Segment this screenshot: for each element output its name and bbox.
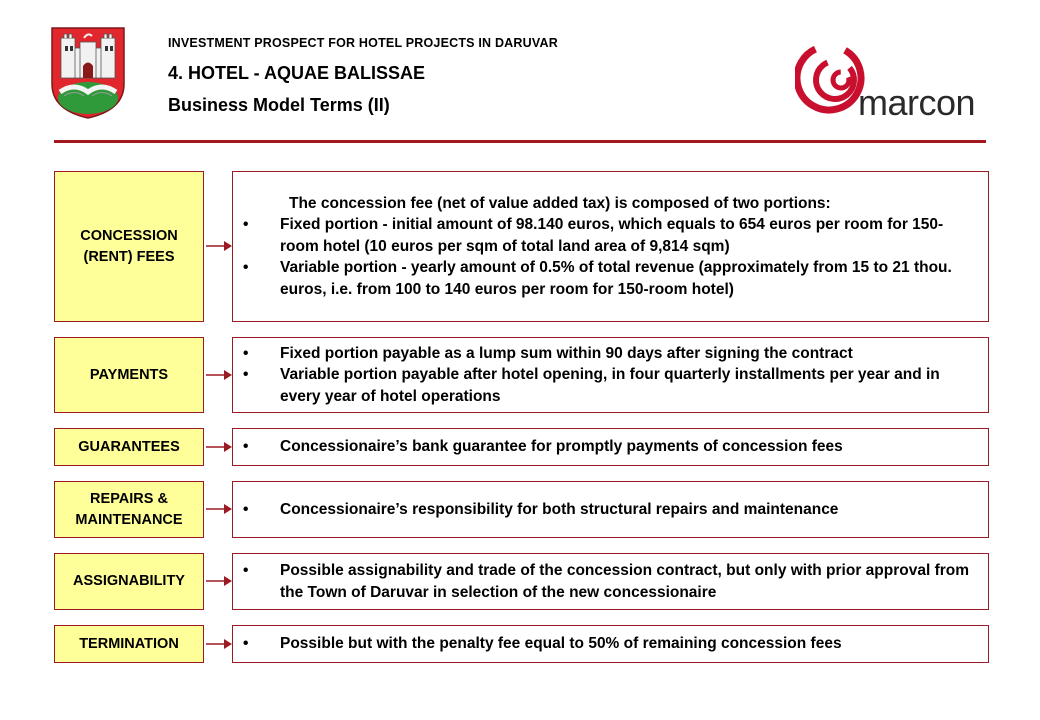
- bullet-text: Concessionaire’s bank guarantee for promptly payments of concession fees: [280, 438, 843, 456]
- list-item: • Concessionaire’s responsibility for both structural repairs and maintenance: [243, 499, 976, 521]
- list-item: • Fixed portion - initial amount of 98.140 euros, which equals to 654 euros per room for 150-room hotel (10 euros per sqm of total land area of 9,814 sqm): [243, 214, 976, 257]
- bullet-text: Variable portion payable after hotel opening, in four quarterly installments per year and in every year of hotel operations: [280, 366, 940, 405]
- arrow-right-icon: [206, 575, 232, 587]
- presentation-supertitle: INVESTMENT PROSPECT FOR HOTEL PROJECTS IN DARUVAR: [168, 36, 558, 50]
- arrow-right-icon: [206, 503, 232, 515]
- label-text: ASSIGNABILITY: [73, 573, 185, 589]
- list-item: • Fixed portion payable as a lump sum within 90 days after signing the contract: [243, 343, 976, 365]
- list-item: • Variable portion payable after hotel opening, in four quarterly installments per year and in every year of hotel operations: [243, 364, 976, 407]
- list-item: • Possible but with the penalty fee equal to 50% of remaining concession fees: [243, 633, 976, 655]
- list-item: • Variable portion - yearly amount of 0.5% of total revenue (approximately from 15 to 21 thou. euros, i.e. from 100 to 140 euros per room for 150-room hotel): [243, 257, 976, 300]
- bullet-text: Fixed portion payable as a lump sum within 90 days after signing the contract: [280, 344, 853, 362]
- label-guarantees: [54, 428, 204, 466]
- bullet-text: Possible but with the penalty fee equal to 50% of remaining concession fees: [280, 635, 842, 653]
- bullet-text: Concessionaire’s responsibility for both structural repairs and maintenance: [280, 500, 839, 518]
- arrow-right-icon: [206, 638, 232, 650]
- concession-intro: The concession fee (net of value added tax) is composed of two portions:: [289, 194, 831, 212]
- box-assignability: [232, 553, 989, 610]
- list-item: • Possible assignability and trade of the concession contract, but only with prior approval from the Town of Daruvar in selection of the new concessionaire: [243, 560, 976, 603]
- slide-subtitle: Business Model Terms (II): [168, 95, 390, 115]
- daruvar-crest-icon: [50, 26, 126, 120]
- arrow-right-icon: [206, 441, 232, 453]
- label-text: REPAIRS & MAINTENANCE: [75, 490, 183, 528]
- box-repairs-maintenance: [232, 481, 989, 538]
- label-text: GUARANTEES: [78, 438, 180, 455]
- arrow-right-icon: [206, 240, 232, 252]
- label-concession-fees: [54, 171, 204, 322]
- box-concession-fees: [232, 171, 989, 322]
- slide-title: 4. HOTEL - AQUAE BALISSAE: [168, 63, 426, 83]
- label-text: TERMINATION: [79, 635, 179, 652]
- list-item: • Concessionaire’s bank guarantee for promptly payments of concession fees: [243, 436, 976, 458]
- bullet-text: Possible assignability and trade of the concession contract, but only with prior approval from the Town of Daruvar in selection of the new concessionaire: [280, 562, 970, 601]
- label-termination: [54, 625, 204, 663]
- box-termination: [232, 625, 989, 663]
- box-guarantees: [232, 428, 989, 466]
- label-payments: [54, 337, 204, 413]
- header-divider: [54, 140, 986, 143]
- label-assignability: [54, 553, 204, 610]
- box-payments: [232, 337, 989, 413]
- label-text: CONCESSION (RENT) FEES: [80, 227, 178, 265]
- bullet-text: Variable portion - yearly amount of 0.5% of total revenue (approximately from 15 to 21 thou. euros, i.e. from 100 to 140 euros per room for 150-room hotel): [280, 259, 952, 298]
- bullet-text: Fixed portion - initial amount of 98.140 euros, which equals to 654 euros per room for 150-room hotel (10 euros per sqm of total land area of 9,814 sqm): [280, 216, 944, 255]
- label-repairs-maintenance: [54, 481, 204, 538]
- header: [168, 36, 558, 116]
- marcon-logo-text: marcon: [858, 82, 976, 123]
- label-text: PAYMENTS: [89, 366, 169, 383]
- arrow-right-icon: [206, 369, 232, 381]
